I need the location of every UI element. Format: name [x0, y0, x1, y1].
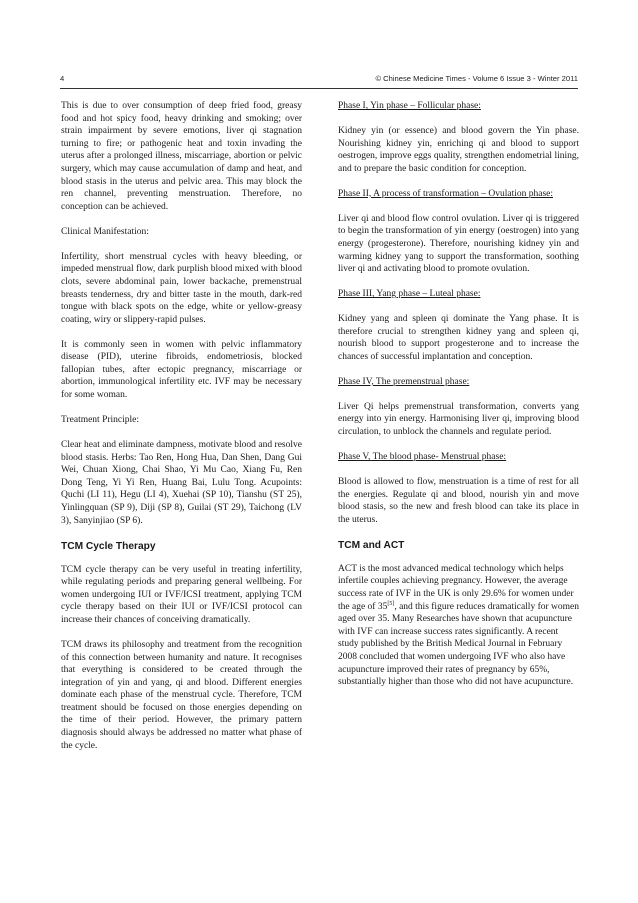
page-header — [60, 74, 578, 88]
phase-2-heading: Phase II, A process of transformation – Ovulation phase: — [338, 188, 554, 199]
phase-3-heading: Phase III, Yang phase – Luteal phase: — [338, 289, 481, 300]
left-column — [61, 100, 302, 765]
clinical-heading: Clinical Manifestation: — [61, 226, 149, 237]
treatment-paragraph: Clear heat and eliminate dampness, motivate blood and resolve blood stasis. Herbs: Tao Ren, Hong Hua, Dan Shen, Dang Gui Wei, Chuan Xiong, Chai Shao, Yi Mu Cao, Xiang Fu, Ren Dong Teng, Yi Yi Ren, Huang Bai, Lulu Tong. Acupoints: Quchi (LI 11), Hegu (LI 4), Xuehai (SP 10), Tianshu (ST 25), Yinlingquan (SP 9), Diji (SP 8), Guilai (ST 29), Taichong (LV 3), Sanyinjiao (SP 6). — [61, 440, 302, 526]
act-paragraph — [338, 563, 579, 689]
act-text-b: , and this figure reduces dramatically for women aged over 35. Many Researches have shown that acupuncture with IVF can increase success rates significantly. A recent study published by the British Medical Journal in February 2008 concluded that women undergoing IVF who also have acupuncture improved their rates of pregnancy by 65%, substantially higher than those who did not have acupuncture. — [338, 601, 579, 688]
header-rule — [60, 88, 578, 89]
phase-4-heading: Phase IV, The premenstrual phase: — [338, 376, 470, 387]
pid-paragraph: It is commonly seen in women with pelvic inflammatory disease (PID), uterine fibroids, endometriosis, blocked fallopian tubes, after ectopic pregnancy, miscarriage or abortion, immunological infertility etc. IVF may be necessary for some woman. — [61, 339, 302, 401]
phase-1-heading: Phase I, Yin phase – Follicular phase: — [338, 101, 481, 111]
cycle-paragraph-2: TCM draws its philosophy and treatment from the recognition of this connection between humanity and nature. It recognises that everything is considered to be created through the integration of yin and yang, qi and blood. Different energies dominate each phase of the menstrual cycle. Therefore, TCM treatment should be focused on those energies depending on the time of their period. However, the primary pattern diagnosis should always be addressed no matter what phase of the cycle. — [61, 639, 302, 751]
cycle-therapy-heading: TCM Cycle Therapy — [61, 540, 156, 552]
phase-5-heading: Phase V, The blood phase- Menstrual phase: — [338, 452, 507, 462]
publication-info: © Chinese Medicine Times - Volume 6 Issue 3 - Winter 2011 — [375, 74, 578, 83]
phase-2-paragraph: Liver qi and blood flow control ovulation. Liver qi is triggered to begin the transformation of yin energy (oestrogen) into yang energy (progesterone). Therefore, nourishing kidney yin and warming kidney yang to support the transformation, soothing liver qi and activating blood to promote ovulation. — [338, 213, 579, 275]
phase-1-paragraph: Kidney yin (or essence) and blood govern the Yin phase. Nourishing kidney yin, enriching qi and blood to support oestrogen, improve eggs quality, strengthen endometrial lining, and to prepare the basic condition for conception. — [338, 125, 579, 174]
cycle-paragraph-1: TCM cycle therapy can be very useful in treating infertility, while regulating periods and preparing general wellbeing. For women undergoing IUI or IVF/ICSI treatment, applying TCM cycle therapy based on their IUI or IVF/ICSI protocol can increase their chances of conceiving dramatically. — [61, 564, 302, 625]
intro-paragraph: This is due to over consumption of deep fried food, greasy food and hot spicy food, heavy drinking and smoking; over strain impairment by severe emotions, liver qi stagnation turning to fire; or pathogenic heat and toxin invading the uterus after a prolonged illness, miscarriage, abortion or pelvic surgery, which may cause accumulation of damp and heat, and blood stasis in the uterus and pelvic area. This may block the ren channel, preventing menstruation. Therefore, no conception can be achieved. — [61, 101, 302, 212]
right-column — [338, 100, 579, 701]
phase-3-paragraph: Kidney yang and spleen qi dominate the Yang phase. It is therefore crucial to strengthen kidney yang and spleen qi, nourish blood to support progesterone and to increase the chances of successful implantation and conception. — [338, 314, 579, 362]
act-text-a: ACT is the most advanced medical technology which helps infertile couples achieving pregnancy. However, the average success rate of IVF in the UK is only 29.6% for women under the age of 35 — [338, 563, 574, 612]
reference-5: [5] — [387, 600, 395, 607]
tcm-act-heading: TCM and ACT — [338, 539, 405, 551]
page-number: 4 — [60, 74, 65, 83]
phase-4-paragraph: Liver Qi helps premenstrual transformation, converts yang energy into yin energy. Harmonising liver qi, improving blood circulation, to unblock the channels and regulate period. — [338, 401, 579, 438]
clinical-paragraph: Infertility, short menstrual cycles with heavy bleeding, or impeded menstrual flow, dark purplish blood mixed with blood clots, severe abdominal pain, lower backache, premenstrual breasts tenderness, dry and bitter taste in the mouth, dark-red tongue with black spots on the edge, white or yellow-greasy coating, wiry or slippery-rapid pulses. — [61, 251, 302, 325]
treatment-heading: Treatment Principle: — [61, 415, 140, 426]
phase-5-paragraph: Blood is allowed to flow, menstruation is a time of rest for all the energies. Regulate qi and blood, nourish yin and move blood stasis, so the new and fresh blood can take its place in the uterus. — [338, 476, 579, 525]
